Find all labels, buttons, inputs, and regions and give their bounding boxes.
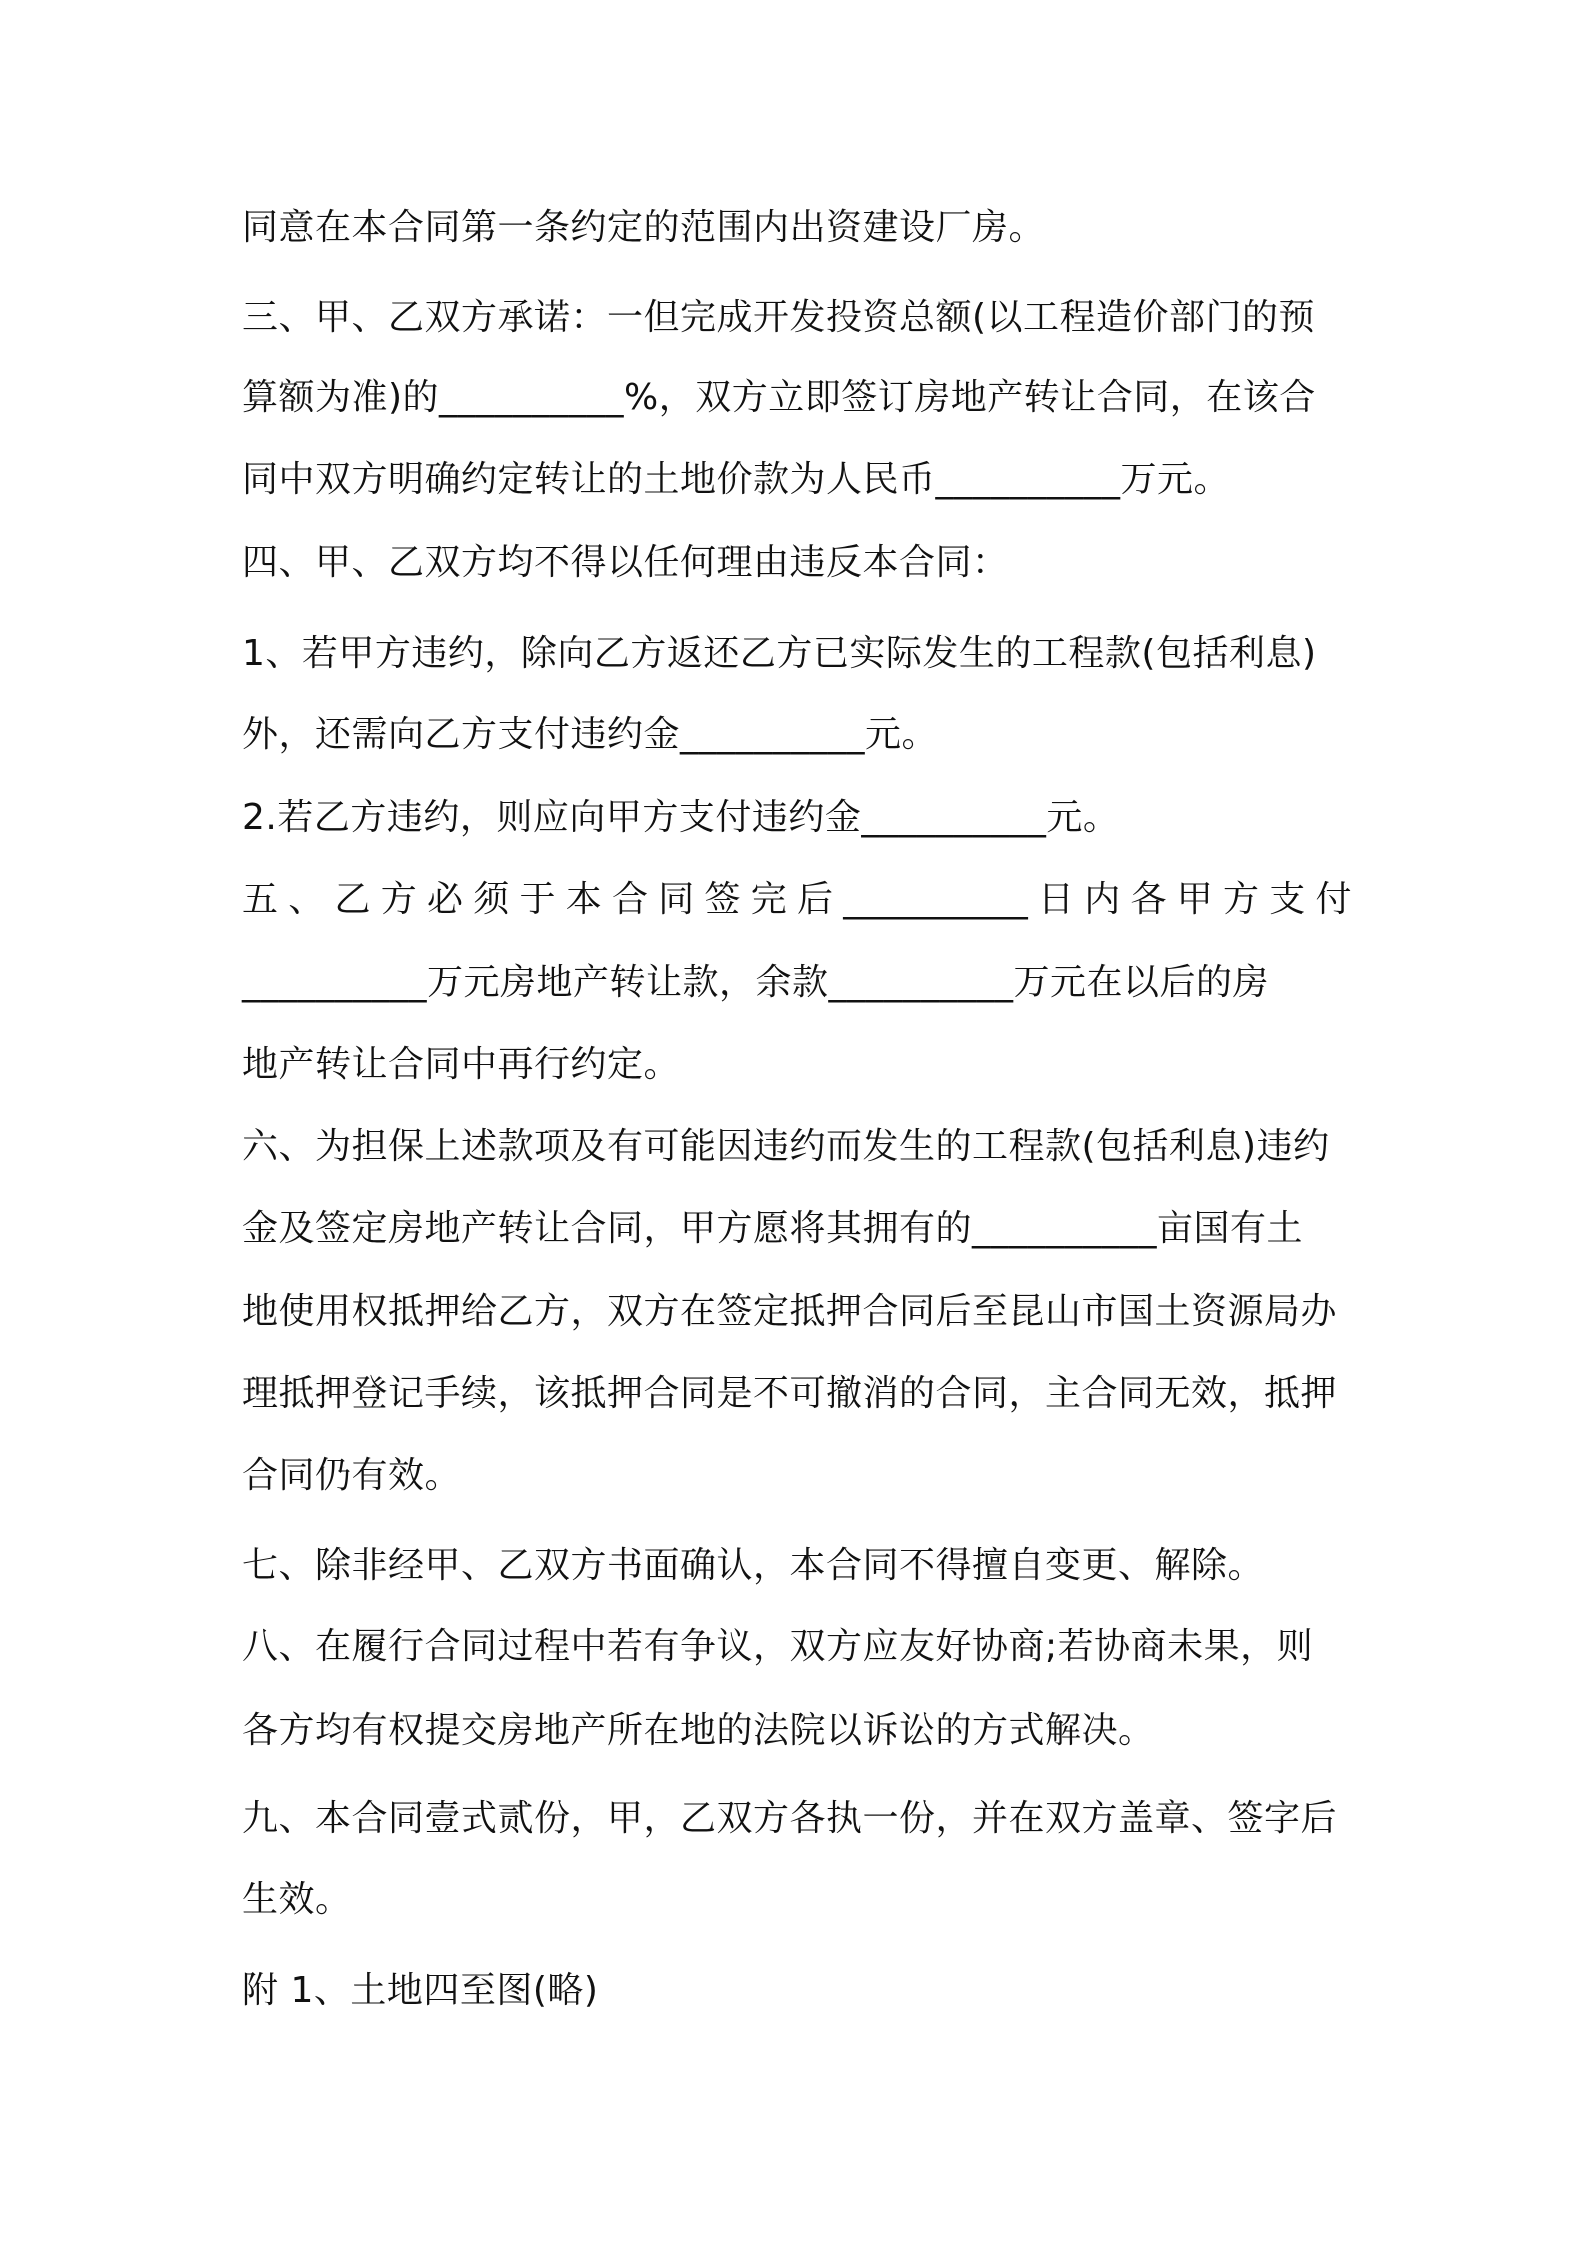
text-line-16: 合同仍有效。	[242, 1455, 462, 1496]
justified-char: 同	[658, 879, 695, 920]
text-line-4: 同中双方明确约定转让的土地价款为人民币__________万元。	[242, 459, 1231, 500]
text-line-10: __________万元房地产转让款，余款__________万元在以后的房	[242, 962, 1270, 1003]
text-line-6: 1、若甲方违约，除向乙方返还乙方已实际发生的工程款(包括利息)	[242, 633, 1317, 674]
justified-char: 、	[288, 879, 325, 920]
text-line-17: 七、除非经甲、乙双方书面确认，本合同不得擅自变更、解除。	[242, 1545, 1265, 1586]
text-line-15: 理抵押登记手续，该抵押合同是不可撤消的合同，主合同无效，抵押	[242, 1373, 1338, 1414]
text-line-11: 地产转让合同中再行约定。	[242, 1044, 681, 1085]
text-line-3: 算额为准)的__________%，双方立即签订房地产转让合同，在该合	[242, 377, 1316, 418]
justified-char: 付	[1315, 879, 1352, 920]
justified-char: 于	[519, 879, 557, 920]
justified-char: 合	[612, 879, 649, 920]
justified-char: 五	[242, 879, 279, 920]
justified-char: 甲	[1176, 879, 1214, 920]
text-line-13: 金及签定房地产转让合同，甲方愿将其拥有的__________亩国有土	[242, 1208, 1304, 1249]
justified-char: 各	[1130, 879, 1167, 920]
text-line-1: 同意在本合同第一条约定的范围内出资建设厂房。	[242, 207, 1046, 248]
text-line-12: 六、为担保上述款项及有可能因违约而发生的工程款(包括利息)违约	[242, 1126, 1330, 1167]
text-line-21: 生效。	[242, 1879, 352, 1920]
justified-char: 方	[1222, 879, 1260, 920]
justified-char: 乙	[334, 879, 372, 920]
justified-char: 内	[1084, 879, 1121, 920]
justified-char: 须	[473, 879, 510, 920]
text-line-8: 2.若乙方违约，则应向甲方支付违约金__________元。	[242, 797, 1120, 838]
justified-char: 方	[380, 879, 418, 920]
blank-underline: __________	[843, 879, 1029, 920]
justified-char: 签	[704, 879, 742, 920]
text-line-22: 附 1、土地四至图(略)	[242, 1970, 599, 2011]
text-line-5: 四、甲、乙双方均不得以任何理由违反本合同：	[242, 542, 1009, 583]
text-line-7: 外，还需向乙方支付违约金__________元。	[242, 714, 939, 755]
justified-char: 日	[1037, 879, 1075, 920]
text-line-20: 九、本合同壹式贰份，甲，乙双方各执一份，并在双方盖章、签字后	[242, 1798, 1338, 1839]
text-line-14: 地使用权抵押给乙方，双方在签定抵押合同后至昆山市国土资源局办	[242, 1291, 1338, 1332]
text-line-18: 八、在履行合同过程中若有争议，双方应友好协商;若协商未果，则	[242, 1626, 1314, 1667]
justified-char: 本	[565, 879, 603, 920]
justified-char: 必	[427, 879, 464, 920]
text-line-9	[242, 870, 1352, 930]
justified-char: 后	[797, 879, 834, 920]
text-line-2: 三、甲、乙双方承诺：一但完成开发投资总额(以工程造价部门的预	[242, 297, 1316, 338]
justified-char: 支	[1269, 879, 1306, 920]
text-line-19: 各方均有权提交房地产所在地的法院以诉讼的方式解决。	[242, 1710, 1155, 1751]
justified-char: 完	[750, 879, 788, 920]
